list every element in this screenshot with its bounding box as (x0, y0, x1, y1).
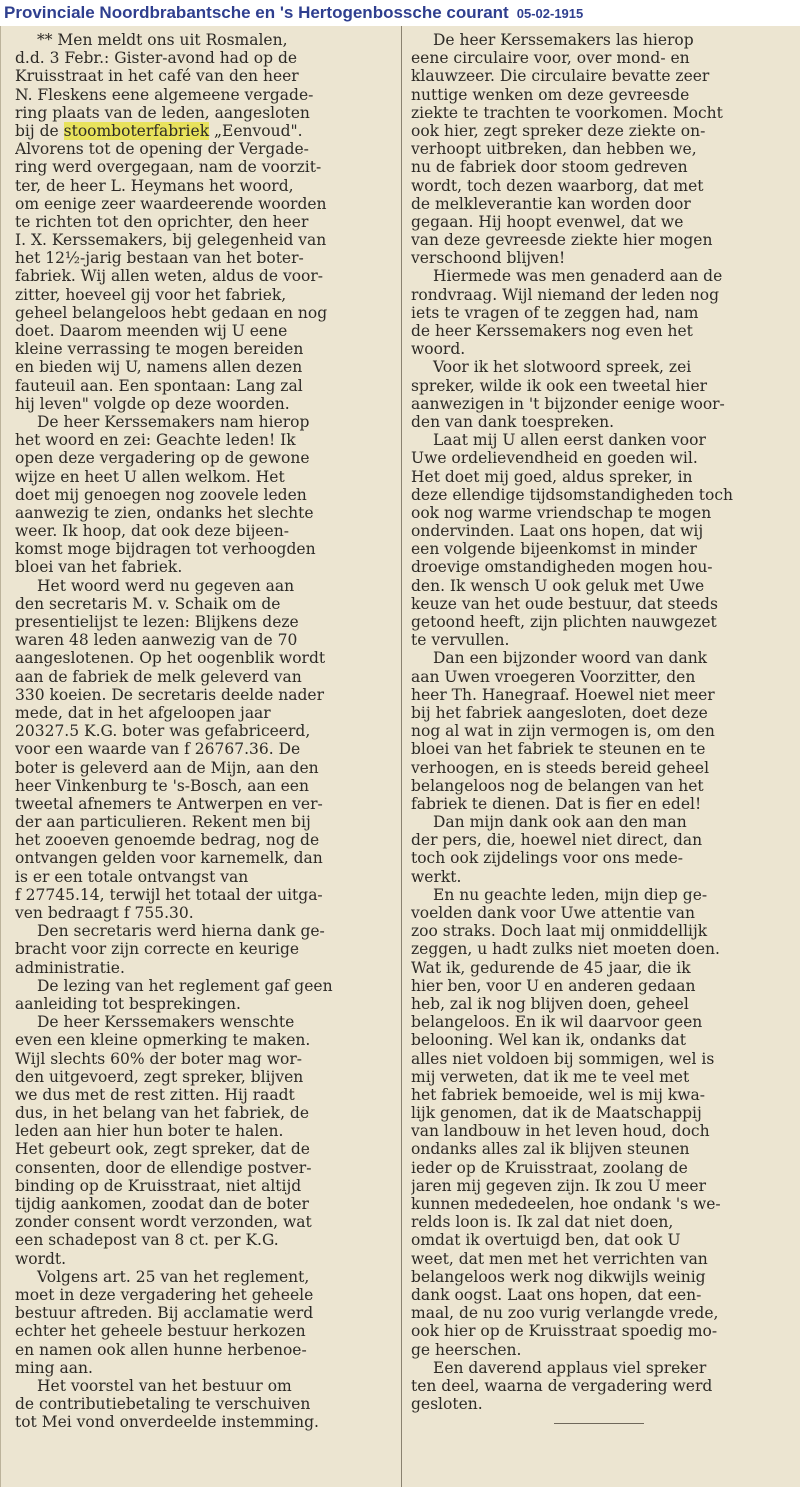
text-line: werkt. (411, 867, 462, 886)
text-line: Kruisstraat in het café van den heer (15, 67, 299, 86)
text-line: fabriek te dienen. Dat is fier en edel! (411, 794, 702, 813)
text-line: ter, de heer L. Heymans het woord, (15, 176, 294, 195)
text-line: Laat mij U allen eerst danken voor (433, 431, 706, 450)
newspaper-title: Provinciale Noordbrabantsche en 's Hertogenbossche courant (4, 3, 509, 22)
text-line: heb, zal ik nog blijven doen, geheel (411, 994, 689, 1013)
text-line: gesloten. (411, 1395, 483, 1414)
text-line: kunnen mededeelen, hoe ondank 's we- (411, 1195, 721, 1213)
text-line: we dus met de rest zitten. Hij raadt (15, 1085, 295, 1104)
text-line: geheel belangeloos hebt gedaan en nog (15, 303, 328, 322)
text-line: relds loon is. Ik zal dat niet doen, (411, 1213, 674, 1232)
text-line: toch ook zijdelings voor ons mede- (411, 849, 684, 868)
text-line: hij leven" volgde op deze woorden. (15, 394, 290, 413)
text-line: boter is geleverd aan de Mijn, aan den (15, 758, 319, 777)
text-line: een volgende bijeenkomst in minder (411, 540, 697, 559)
text-line: bestuur aftreden. Bij acclamatie werd (15, 1304, 314, 1323)
text-line: aan Uwen vroegeren Voorzitter, den (411, 667, 696, 686)
text-line: belangeloos. En ik wil daarvoor geen (411, 1013, 703, 1032)
text-line: aanleiding tot besprekingen. (15, 994, 241, 1013)
text-line: ten deel, waarna de vergadering werd (411, 1376, 713, 1395)
text-line: De lezing van het reglement gaf geen (37, 976, 333, 995)
text-line: 20327.5 K.G. boter was gefabriceerd, (15, 722, 311, 741)
column-divider (401, 26, 402, 1487)
text-line: Uwe ordelievendheid en goeden wil. (411, 449, 698, 468)
text-line: de melkleverantie kan worden door (411, 194, 691, 213)
text-line: aan de fabriek de melk geleverd van (15, 667, 302, 686)
text-line: keuze van het oude bestuur, dat steeds (411, 594, 718, 613)
text-line: Het gebeurt ook, zegt spreker, dat de (15, 1140, 310, 1159)
text-line: Wijl slechts 60% der boter mag wor- (15, 1049, 302, 1068)
text-line: ieder op de Kruisstraat, zoolang de (411, 1158, 688, 1177)
text-line: doet. Daarom meenden wij U eene (15, 322, 288, 340)
text-line (15, 122, 393, 140)
text-line: voor een waarde van f 26767.36. De (15, 740, 301, 759)
text-line: ring plaats van de leden, aangesloten (15, 103, 310, 122)
text-line: den. Ik wensch U ook geluk met Uwe (411, 576, 705, 595)
text-line: I. X. Kerssemakers, bij gelegenheid van (15, 231, 327, 250)
text-line: De heer Kerssemakers wenschte (37, 1013, 295, 1032)
text-line: jaren mij gegeven zijn. Ik zou U meer (411, 1176, 707, 1195)
text-line: voelden dank voor Uwe attentie van (411, 904, 695, 922)
text-line: tijdig aankomen, zoodat dan de boter (15, 1195, 309, 1213)
text-line: aangeslotenen. Op het oogenblik wordt (15, 649, 326, 668)
text-line: kleine verrassing te mogen bereiden (15, 340, 304, 359)
text-line: administratie. (15, 958, 125, 977)
text-line: binding op de Kruisstraat, niet altijd (15, 1176, 302, 1195)
text-line: belangeloos nog de belangen van het (411, 776, 704, 795)
text-line: dus, in het belang van het fabriek, de (15, 1104, 310, 1123)
text-line: alles niet voldoen bij sommigen, wel is (411, 1049, 715, 1068)
text-line: lijk genomen, dat ik de Maatschappij (411, 1104, 702, 1123)
text-line: ge heerschen. (411, 1340, 522, 1359)
text-line: De heer Kerssemakers nam hierop (37, 412, 310, 431)
text-line: De heer Kerssemakers las hierop (433, 31, 694, 49)
text-line: dank oogst. Laat ons hopen, dat een- (411, 1285, 702, 1304)
text-fragment: „Eenvoud". (209, 121, 303, 140)
text-line: waren 48 leden aanwezig van de 70 (15, 631, 298, 650)
text-line: wordt. (15, 1249, 67, 1268)
text-line: ook hier, zegt spreker deze ziekte on- (411, 121, 706, 140)
text-line: en bieden wij U, namens allen dezen (15, 358, 303, 377)
publication-date: 05-02-1915 (516, 5, 584, 21)
text-line: N. Fleskens eene algemeene vergade- (15, 85, 314, 104)
text-line: zoo straks. Doch laat mij onmiddellijk (411, 922, 708, 941)
text-line: nuttige wenken om deze gevreesde (411, 85, 690, 104)
text-line: aanwezig te zien, ondanks het slechte (15, 503, 314, 522)
text-line: de contributiebetaling te verschuiven (15, 1395, 311, 1414)
newspaper-clipping (0, 26, 800, 1487)
text-line: ven bedraagt f 755.30. (15, 904, 194, 922)
text-line: Dan mijn dank ook aan den man (433, 813, 687, 832)
text-line: Alvorens tot de opening der Vergade- (15, 140, 309, 159)
text-line: deze ellendige tijdsomstandigheden toch (411, 485, 733, 504)
end-of-article-rule (554, 1423, 644, 1424)
text-line: belooning. Wel kan ik, ondanks dat (411, 1031, 687, 1050)
text-line: f 27745.14, terwijl het totaal der uitga- (15, 885, 323, 904)
text-line: het fabriek bemoeide, wel is mij kwa- (411, 1085, 705, 1104)
article-column-left (15, 31, 393, 1431)
text-line: verhoopt uitbreken, dan hebben we, (411, 140, 697, 159)
text-line: ** Men meldt ons uit Rosmalen, (37, 31, 288, 49)
text-line: ondanks alles zal ik blijven steunen (411, 1140, 690, 1159)
text-line: mede, dat in het afgeloopen jaar (15, 703, 271, 722)
text-line: het woord en zei: Geachte leden! Ik (15, 431, 296, 450)
text-line: En nu geachte leden, mijn diep ge- (433, 885, 708, 904)
text-line: wijze en heet U allen welkom. Het (15, 467, 285, 486)
text-line: weet, dat men met het verrichten van (411, 1249, 708, 1268)
text-line: zeggen, u hadt zulks niet moeten doen. (411, 940, 720, 959)
text-line: droevige omstandigheden mogen hou- (411, 558, 713, 577)
text-line: 330 koeien. De secretaris deelde nader (15, 685, 324, 704)
text-line: weer. Ik hoop, dat ook deze bijeen- (15, 522, 289, 541)
text-line: even een kleine opmerking te maken. (15, 1031, 311, 1050)
text-line: presentielijst te lezen: Blijkens deze (15, 613, 299, 631)
text-line: doet mij genoegen nog zoovele leden (15, 485, 307, 504)
text-line: komst moge bijdragen tot verhoogden (15, 540, 316, 559)
text-line: de heer Kerssemakers nog even het (411, 322, 693, 340)
text-line: ook hier op de Kruisstraat spoedig mo- (411, 1322, 718, 1341)
text-line: gegaan. Hij hoopt evenwel, dat we (411, 212, 684, 231)
text-line: heer Vinkenburg te 's-Bosch, aan een (15, 776, 309, 795)
text-line: tweetal afnemers te Antwerpen en ver- (15, 794, 323, 813)
text-line: Een daverend applaus viel spreker (433, 1358, 707, 1377)
text-line: hier ben, voor U en anderen gedaan (411, 976, 696, 995)
text-line: nu de fabriek door stoom gedreven (411, 158, 688, 177)
text-line: open deze vergadering op de gewone (15, 449, 310, 468)
text-line: bloei van het fabriek. (15, 558, 183, 577)
text-line: fabriek. Wij allen weten, aldus de voor- (15, 267, 324, 286)
text-line: den uitgevoerd, zegt spreker, blijven (15, 1067, 304, 1086)
text-line: om eenige zeer waardeerende woorden (15, 194, 327, 213)
text-line: is er een totale ontvangst van (15, 867, 249, 886)
text-line: zonder consent wordt verzonden, wat (15, 1213, 312, 1232)
text-line: Volgens art. 25 van het reglement, (37, 1267, 310, 1286)
text-line: van deze gevreesde ziekte hier mogen (411, 231, 713, 250)
text-line: Den secretaris werd hierna dank ge- (37, 922, 325, 941)
text-line: der aan particulieren. Rekent men bij (15, 813, 311, 832)
text-line: maal, de nu zoo vurig verlangde vrede, (411, 1304, 719, 1323)
text-line: verschoond blijven! (411, 249, 566, 268)
text-line: woord. (411, 340, 466, 359)
text-line: Het woord werd nu gegeven aan (37, 576, 295, 595)
text-line: omdat ik overtuigd ben, dat ook U (411, 1231, 681, 1250)
text-line: bij het fabriek aangesloten, doet deze (411, 703, 708, 722)
text-line: aanwezigen in 't bijzonder eenige woor- (411, 394, 725, 413)
text-fragment: bij de (15, 121, 64, 140)
text-line: Hiermede was men genaderd aan de (433, 267, 723, 286)
text-line: wordt, toch dezen waarborg, dat met (411, 176, 704, 195)
text-line: ondervinden. Laat ons hopen, dat wij (411, 522, 704, 541)
text-line: bloei van het fabriek te steunen en te (411, 740, 706, 759)
text-line: verhoogen, en is steeds bereid geheel (411, 758, 710, 777)
text-line: te richten tot den oprichter, den heer (15, 212, 309, 231)
text-line: Het voorstel van het bestuur om (37, 1376, 292, 1395)
text-line: den van dank toespreken. (411, 412, 615, 431)
text-line: het 12½-jarig bestaan van het boter- (15, 249, 304, 268)
text-line: nog al wat in zijn vermogen is, om den (411, 722, 715, 741)
text-line: Dan een bijzonder woord van dank (433, 649, 708, 668)
text-line: getoond heeft, zijn plichten nauwgezet (411, 613, 717, 631)
text-line: ming aan. (15, 1358, 93, 1377)
text-line: ook nog warme vriendschap te mogen (411, 503, 712, 522)
text-line: moet in deze vergadering het geheele (15, 1285, 314, 1304)
text-line: den secretaris M. v. Schaik om de (15, 594, 281, 613)
text-line: het zooeven genoemde bedrag, nog de (15, 831, 320, 850)
header-bar (0, 0, 800, 26)
text-line: klauwzeer. Die circulaire bevatte zeer (411, 67, 710, 86)
text-line: leden aan hier hun boter te halen. (15, 1122, 284, 1141)
text-line: tot Mei vond onverdeelde instemming. (15, 1413, 319, 1432)
highlighted-term: stoomboterfabriek (63, 121, 210, 140)
text-line: zitter, hoeveel gij voor het fabriek, (15, 285, 287, 304)
text-line: fauteuil aan. Een spontaan: Lang zal (15, 376, 303, 395)
text-line: consenten, door de ellendige postver- (15, 1158, 312, 1177)
text-line: mij verweten, dat ik me te veel met (411, 1067, 690, 1086)
text-line: en namen ook allen hunne herbenoe- (15, 1340, 307, 1359)
text-line: iets te vragen of te zeggen had, nam (411, 303, 699, 322)
text-line: een schadepost van 8 ct. per K.G. (15, 1231, 279, 1250)
article-column-right (411, 31, 787, 1424)
text-line: spreker, wilde ik ook een tweetal hier (411, 376, 708, 395)
text-line: rondvraag. Wijl niemand der leden nog (411, 285, 720, 304)
text-line: ontvangen gelden voor karnemelk, dan (15, 849, 323, 868)
text-line: eene circulaire voor, over mond- en (411, 49, 690, 68)
text-line: bracht voor zijn correcte en keurige (15, 940, 300, 959)
text-line: der pers, die, hoewel niet direct, dan (411, 831, 703, 850)
text-line: Het doet mij goed, aldus spreker, in (411, 467, 693, 486)
text-line: ziekte te trachten te voorkomen. Mocht (411, 103, 723, 122)
text-line: Wat ik, gedurende de 45 jaar, die ik (411, 958, 691, 977)
text-line: d.d. 3 Febr.: Gister-avond had op de (15, 49, 298, 68)
text-line: Voor ik het slotwoord spreek, zei (433, 358, 692, 377)
text-line: echter het geheele bestuur herkozen (15, 1322, 306, 1341)
text-line: ring werd overgegaan, nam de voorzit- (15, 158, 322, 177)
text-line: te vervullen. (411, 631, 510, 650)
text-line: van landbouw in het leven houd, doch (411, 1122, 710, 1141)
text-line: belangeloos werk nog dikwijls weinig (411, 1267, 706, 1286)
text-line: heer Th. Hanegraaf. Hoewel niet meer (411, 685, 715, 704)
